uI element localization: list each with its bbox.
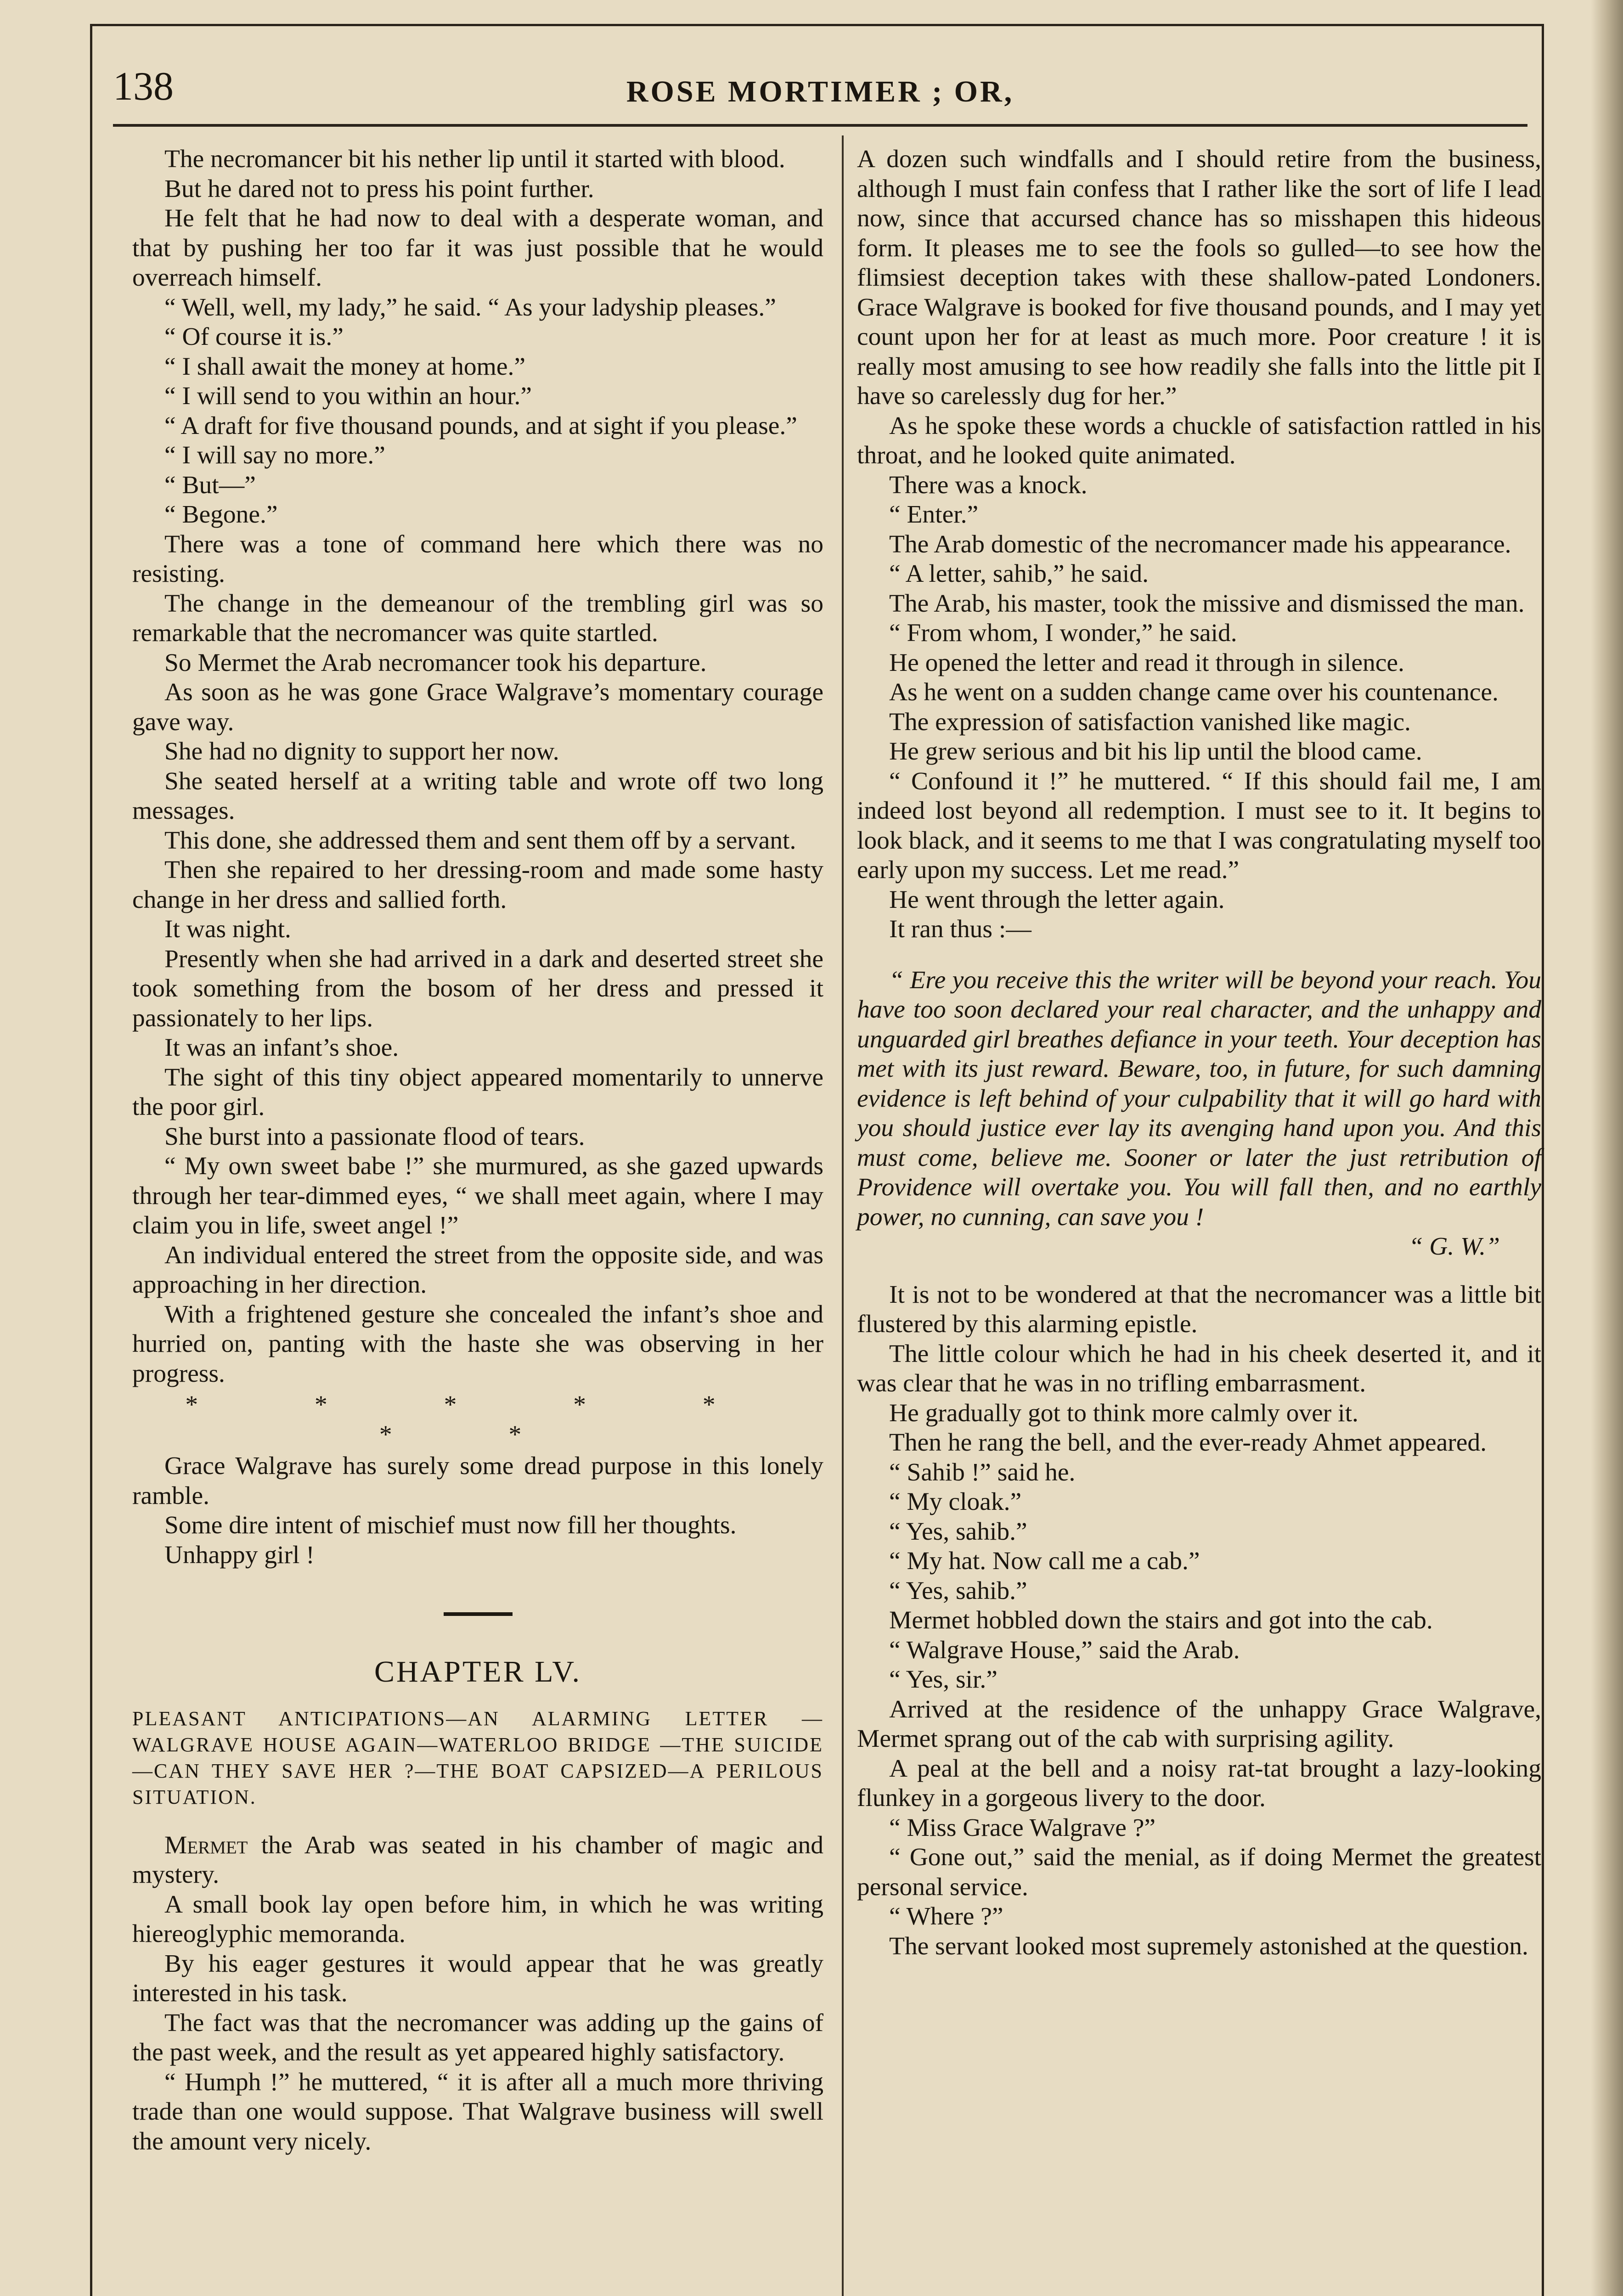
paragraph: “ Begone.” [164, 501, 278, 529]
right-paragraphs-after [857, 1280, 1541, 1962]
right-paragraphs-before [857, 145, 1541, 945]
paragraph: She burst into a passionate flood of tears. [164, 1122, 585, 1151]
paragraph: “ Walgrave House,” said the Arab. [889, 1636, 1240, 1664]
paragraph: He felt that he had now to deal with a desperate woman, and that by pushing her too far it was just possible that he would overreach himself. [132, 204, 823, 292]
paragraph: “ Confound it !” he muttered. “ If this should fail me, I am indeed lost beyond all redemption. I must see to it. It begins to look black, and it seems to me that I was congratulating myself too early upon my success. Let me read.” [857, 767, 1541, 884]
paragraph: “ I shall await the money at home.” [164, 352, 525, 381]
letter-signature: “ G. W.” [1409, 1232, 1500, 1261]
paragraph: “ Yes, sir.” [889, 1666, 997, 1694]
paragraph: There was a knock. [889, 471, 1088, 499]
left-paragraphs-after [132, 1452, 823, 1570]
paragraph: “ Sahib !” said he. [889, 1458, 1076, 1486]
chapter-first-word: Mermet [164, 1831, 248, 1859]
running-title: ROSE MORTIMER ; OR, [626, 75, 1014, 108]
section-break-stars: * * * * * * * [185, 1391, 771, 1449]
paragraph: It was an infant’s shoe. [164, 1034, 399, 1062]
paragraph: Presently when she had arrived in a dark and deserted street she took something from the bosom of her dress and pressed it passionately to her lips. [132, 945, 823, 1032]
paragraph: The servant looked most supremely astonished at the question. [889, 1932, 1528, 1960]
chapter-opening-paragraph [132, 1831, 823, 1890]
paragraph: The necromancer bit his nether lip until it started with blood. [164, 145, 785, 173]
paragraph: The little colour which he had in his cheek deserted it, and it was clear that he was in no trifling embarrasment. [857, 1339, 1541, 1397]
paragraph: “ My hat. Now call me a cab.” [889, 1547, 1200, 1575]
header-rule [113, 124, 1527, 127]
page-number: 138 [113, 64, 174, 109]
paragraph: “ My cloak.” [889, 1488, 1022, 1516]
paragraph: So Mermet the Arab necromancer took his departure. [164, 648, 707, 677]
paragraph: He grew serious and bit his lip until the blood came. [889, 737, 1422, 765]
paragraph: Then he rang the bell, and the ever-ready Ahmet appeared. [889, 1429, 1487, 1457]
paragraph: A peal at the bell and a noisy rat-tat brought a lazy-looking flunkey in a gorgeous livery to the door. [857, 1754, 1541, 1812]
paragraph: “ Miss Grace Walgrave ?” [889, 1813, 1156, 1842]
paragraph: “ Where ?” [889, 1902, 1003, 1930]
paragraph: The Arab, his master, took the missive and dismissed the man. [889, 589, 1525, 618]
paragraph: With a frightened gesture she concealed the infant’s shoe and hurried on, panting with the haste she was observing in her progress. [132, 1300, 823, 1388]
paragraph: Grace Walgrave has surely some dread purpose in this lonely ramble. [132, 1452, 823, 1510]
paragraph: An individual entered the street from the opposite side, and was approaching in her direction. [132, 1241, 823, 1299]
paragraph: It was night. [164, 915, 291, 943]
paragraph: Mermet hobbled down the stairs and got into the cab. [889, 1606, 1433, 1634]
paragraph: “ Gone out,” said the menial, as if doing Mermet the greatest personal service. [857, 1843, 1541, 1901]
paragraph: “ Well, well, my lady,” he said. “ As your ladyship pleases.” [164, 293, 776, 321]
paragraph: The fact was that the necromancer was adding up the gains of the past week, and the result as yet appeared highly satisfactory. [132, 2009, 823, 2066]
left-paragraphs-before [132, 145, 823, 1389]
page-header [113, 55, 1527, 119]
paragraph: He gradually got to think more calmly over it. [889, 1399, 1358, 1427]
paragraph: “ Humph !” he muttered, “ it is after all a much more thriving trade than one would suppose. That Walgrave business will swell the amount very nicely. [132, 2068, 823, 2155]
letter-quote [857, 966, 1541, 1262]
paragraph: “ Yes, sahib.” [889, 1517, 1027, 1546]
paragraph: There was a tone of command here which there was no resisting. [132, 530, 823, 588]
paragraph: The Arab domestic of the necromancer made his appearance. [889, 530, 1511, 558]
chapter-synopsis: PLEASANT ANTICIPATIONS—AN ALARMING LETTER —WALGRAVE HOUSE AGAIN—WATERLOO BRIDGE —THE SUICIDE—CAN THEY SAVE HER ?—THE BOAT CAPSIZED—A PERILOUS SITUATION. [132, 1707, 823, 1808]
page-spine-shadow [1591, 0, 1623, 2296]
paragraph: “ A draft for five thousand pounds, and at sight if you please.” [164, 411, 797, 440]
paragraph: “ Enter.” [889, 501, 979, 529]
paragraph: But he dared not to press his point further. [164, 174, 594, 203]
letter-text: “ Ere you receive this the writer will be beyond your reach. You have too soon declared your real character, and the unhappy and unguarded girl breathes defiance in your teeth. Your deception has met with its just reward. Beware, too, in future, for such damning evidence is left behind of your culpability that it will go hard with you should justice ever lay its avenging hand upon you. And this must come, believe me. Sooner or later the just retribution of Providence will overtake you. You will fall then, and no earthly power, no cunning, can save you ! [857, 966, 1541, 1231]
paragraph: As soon as he was gone Grace Walgrave’s momentary courage gave way. [132, 678, 823, 736]
paragraph: A small book lay open before him, in which he was writing hiereoglyphic memoranda. [132, 1890, 823, 1948]
paragraph: The change in the demeanour of the trembling girl was so remarkable that the necromancer was quite startled. [132, 589, 823, 647]
paragraph: “ My own sweet babe !” she murmured, as she gazed upwards through her tear-dimmed eyes, “ we shall meet again, where I may claim you in life, sweet angel !” [132, 1152, 823, 1239]
paragraph: This done, she addressed them and sent them off by a servant. [164, 826, 796, 855]
paragraph: “ I will send to you within an hour.” [164, 382, 532, 410]
paragraph: He went through the letter again. [889, 885, 1225, 914]
paragraph: As he went on a sudden change came over his countenance. [889, 678, 1499, 706]
paragraph: “ From whom, I wonder,” he said. [889, 619, 1237, 647]
left-column [132, 145, 823, 2156]
paragraph: The expression of satisfaction vanished like magic. [889, 708, 1411, 736]
paragraph: Then she repaired to her dressing-room and made some hasty change in her dress and sallied forth. [132, 856, 823, 914]
paragraph: Arrived at the residence of the unhappy Grace Walgrave, Mermet sprang out of the cab with surprising agility. [857, 1695, 1541, 1753]
paragraph: “ I will say no more.” [164, 441, 385, 469]
paragraph: By his eager gestures it would appear that he was greatly interested in his task. [132, 1949, 823, 2007]
paragraph: A dozen such windfalls and I should retire from the business, although I must fain confess that I rather like the sort of life I lead now, since that accursed chance has so misshapen this hideous form. It pleases me to see the fools so gulled—to see how the flimsiest deception takes with these shallow-pated Londoners. Grace Walgrave is booked for five thousand pounds, and I may yet count upon her for at least as much more. Poor creature ! it is really most amusing to see how readily she falls into the little pit I have so carelessly dug for her.” [857, 145, 1541, 410]
chapter-first-text: the Arab was seated in his chamber of magic and mystery. [132, 1831, 823, 1889]
paragraph: Unhappy girl ! [164, 1541, 315, 1569]
chapter-separator [444, 1612, 513, 1616]
paragraph: As he spoke these words a chuckle of satisfaction rattled in his throat, and he looked quite animated. [857, 411, 1541, 469]
paragraph: “ Of course it is.” [164, 323, 344, 351]
chapter-paragraphs [132, 1890, 823, 2157]
paragraph: “ Yes, sahib.” [889, 1576, 1027, 1605]
paragraph: “ But—” [164, 471, 256, 499]
paragraph: “ A letter, sahib,” he said. [889, 560, 1149, 588]
paragraph: The sight of this tiny object appeared momentarily to unnerve the poor girl. [132, 1063, 823, 1121]
column-divider [842, 135, 844, 2296]
right-column [857, 145, 1541, 1961]
paragraph: Some dire intent of mischief must now fill her thoughts. [164, 1511, 737, 1539]
chapter-heading: CHAPTER LV. [374, 1655, 582, 1688]
paragraph: She seated herself at a writing table and wrote off two long messages. [132, 767, 823, 825]
paragraph: It ran thus :— [889, 915, 1031, 943]
paragraph: He opened the letter and read it through in silence. [889, 648, 1404, 677]
paragraph: She had no dignity to support her now. [164, 737, 559, 765]
paragraph: It is not to be wondered at that the necromancer was a little bit flustered by this alarming epistle. [857, 1280, 1541, 1338]
